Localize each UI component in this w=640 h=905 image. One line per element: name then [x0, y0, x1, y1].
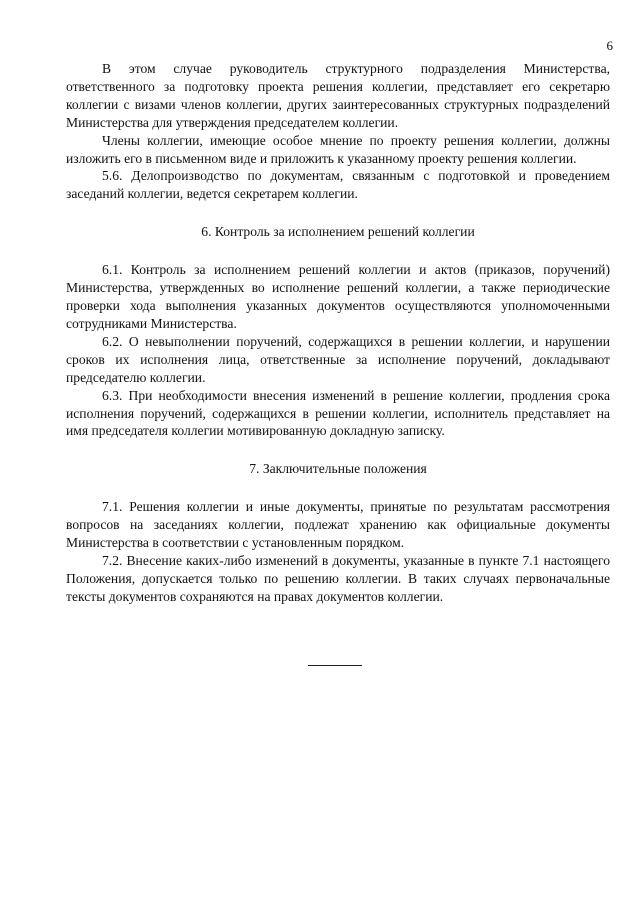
section-7 — [66, 460, 610, 605]
section-6 — [66, 223, 610, 440]
section-5-continuation — [66, 60, 610, 203]
section-7-title: 7. Заключительные положения — [249, 461, 427, 477]
page-number: 6 — [606, 38, 613, 53]
paragraph-7-1: 7.1. Решения коллегии и иные документы, принятые по результатам рассмотрения вопросов на заседаниях коллегии, подлежат хранению как официальные документы Министерства в соответствии с установленным порядком. — [66, 499, 610, 551]
paragraph-7-2: 7.2. Внесение каких-либо изменений в документы, указанные в пункте 7.1 настоящего Положения, допускается только по решению коллегии. В таких случаях первоначальные тексты документов сохраняются на правах документов коллегии. — [66, 553, 610, 604]
paragraph-dissenting-opinion: Члены коллегии, имеющие особое мнение по проекту решения коллегии, должны изложить его в письменном виде и приложить к указанному проекту решения коллегии. — [66, 132, 610, 166]
paragraph-6-2: 6.2. О невыполнении поручений, содержащихся в решении коллегии, и нарушении сроков их исполнения лица, ответственные за исполнение поручений, докладывают председателю коллегии. — [66, 333, 610, 385]
paragraph-6-1: 6.1. Контроль за исполнением решений коллегии и актов (приказов, поручений) Министерства, утвержденных во исполнение решений коллегии, а также периодические проверки хода выполнения указанных документов осуществляются уполномоченными сотрудниками Министерства. — [66, 262, 610, 331]
section-6-title: 6. Контроль за исполнением решений коллегии — [201, 224, 475, 240]
document-body — [66, 60, 610, 606]
end-of-document-line — [308, 665, 362, 666]
paragraph-5-5-cont: В этом случае руководитель структурного подразделения Министерства, ответственного за подготовку проекта решения коллегии, представляет его секретарю коллегии с визами членов коллегии, других заинтересованных структурных подразделений Министерства для утверждения председателем коллегии. — [66, 61, 610, 130]
paragraph-5-6: 5.6. Делопроизводство по документам, связанным с подготовкой и проведением заседаний коллегии, ведется секретарем коллегии. — [66, 168, 610, 202]
paragraph-6-3: 6.3. При необходимости внесения изменений в решение коллегии, продления срока исполнения поручений, содержащихся в решении коллегии, исполнитель представляет на имя председателя коллегии мотивированную докладную записку. — [66, 387, 610, 439]
